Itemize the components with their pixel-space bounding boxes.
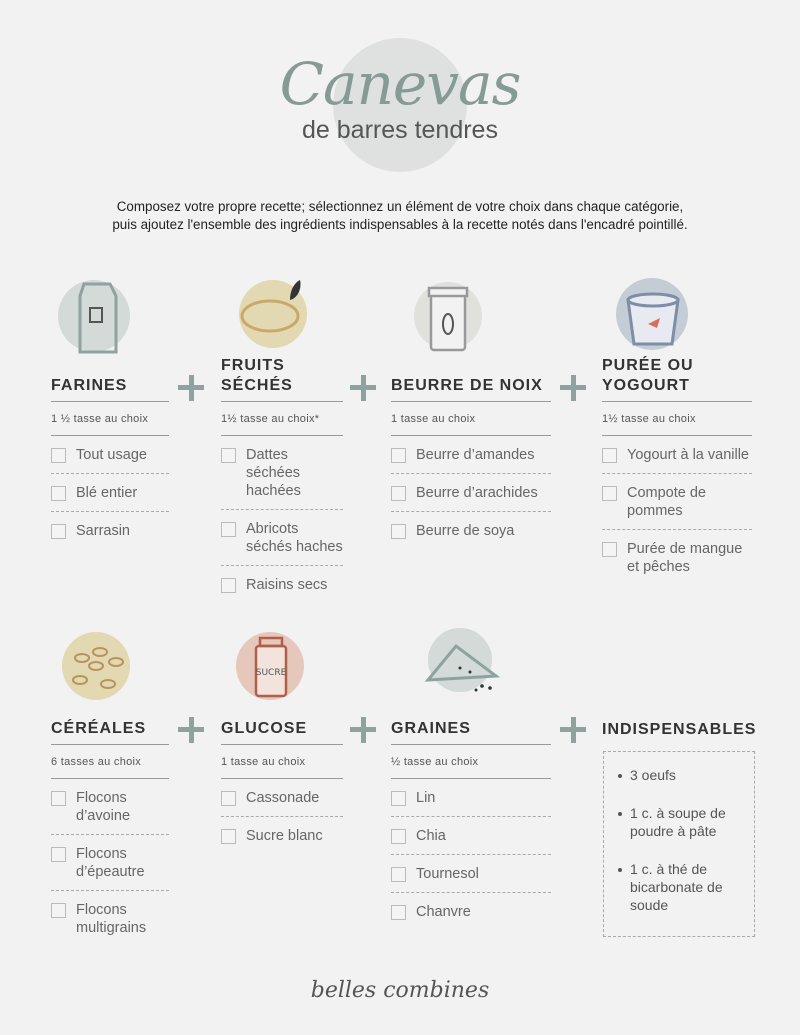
category-header bbox=[221, 695, 343, 745]
category-beurre-de-noix bbox=[391, 352, 551, 549]
category-title: GLUCOSE bbox=[221, 720, 308, 737]
category-title: FRUITS SÉCHÉS bbox=[221, 357, 293, 394]
checkbox[interactable] bbox=[391, 448, 406, 463]
option-item[interactable] bbox=[51, 891, 169, 946]
checkbox[interactable] bbox=[51, 486, 66, 501]
category-puree-ou-yogourt bbox=[602, 352, 752, 585]
option-item[interactable] bbox=[391, 817, 551, 855]
checkbox[interactable] bbox=[602, 448, 617, 463]
option-label: Flocons multigrains bbox=[76, 902, 147, 936]
category-glucose bbox=[221, 695, 343, 854]
option-item[interactable] bbox=[221, 817, 343, 854]
category-quantity: 1 ½ tasse au choix bbox=[51, 402, 169, 436]
category-title: INDISPENSABLES bbox=[602, 721, 757, 738]
category-farines bbox=[51, 352, 169, 549]
checkbox[interactable] bbox=[391, 524, 406, 539]
plus-icon bbox=[560, 717, 586, 743]
category-graines bbox=[391, 695, 551, 930]
option-item[interactable] bbox=[391, 855, 551, 893]
checkbox[interactable] bbox=[391, 791, 406, 806]
category-indispensables bbox=[602, 695, 772, 745]
option-item[interactable] bbox=[602, 436, 752, 474]
option-label: Tournesol bbox=[416, 866, 479, 882]
checkbox[interactable] bbox=[221, 578, 236, 593]
category-header bbox=[221, 352, 343, 402]
lemon-icon bbox=[228, 278, 318, 358]
option-label: Abricots séchés haches bbox=[246, 521, 343, 555]
checkbox[interactable] bbox=[391, 829, 406, 844]
checkbox[interactable] bbox=[51, 524, 66, 539]
category-quantity: 1½ tasse au choix bbox=[602, 402, 752, 436]
intro-text bbox=[60, 198, 740, 234]
category-title: CÉRÉALES bbox=[51, 720, 147, 737]
category-header bbox=[391, 695, 551, 745]
yogurt-cup-icon bbox=[608, 278, 698, 358]
intro-line: Composez votre propre recette; sélectionnez un élément de votre choix dans chaque catégorie, bbox=[116, 199, 684, 214]
required-ingredient: 1 c. à soupe de poudre à pâte bbox=[618, 804, 754, 840]
option-item[interactable] bbox=[391, 512, 551, 549]
option-label: Lin bbox=[416, 790, 436, 806]
checkbox[interactable] bbox=[221, 791, 236, 806]
checkbox[interactable] bbox=[602, 542, 617, 557]
option-item[interactable] bbox=[51, 835, 169, 891]
option-label: Flocons d’épeautre bbox=[76, 846, 145, 880]
plus-icon bbox=[350, 717, 376, 743]
indispensables-box bbox=[603, 751, 755, 937]
option-label: Sucre blanc bbox=[246, 828, 323, 844]
checkbox[interactable] bbox=[391, 905, 406, 920]
option-label: Chanvre bbox=[416, 904, 471, 920]
option-label: Beurre d’arachides bbox=[416, 485, 538, 501]
page-title: Canevas bbox=[279, 50, 521, 118]
category-quantity: ½ tasse au choix bbox=[391, 745, 551, 779]
checkbox[interactable] bbox=[221, 829, 236, 844]
option-label: Sarrasin bbox=[76, 523, 130, 539]
category-header bbox=[51, 695, 169, 745]
option-label: Raisins secs bbox=[246, 577, 328, 593]
option-item[interactable] bbox=[602, 474, 752, 530]
category-quantity: 1½ tasse au choix* bbox=[221, 402, 343, 436]
category-quantity: 6 tasses au choix bbox=[51, 745, 169, 779]
peanut-butter-jar-icon bbox=[403, 278, 493, 358]
intro-line: puis ajoutez l'ensemble des ingrédients indispensables à la recette notés dans l'encadré pointillé. bbox=[112, 217, 688, 232]
category-title: PURÉE OU YOGOURT bbox=[602, 357, 694, 394]
option-label: Dattes séchées hachées bbox=[246, 447, 301, 499]
option-label: Tout usage bbox=[76, 447, 147, 463]
option-item[interactable] bbox=[391, 474, 551, 512]
category-header bbox=[602, 352, 752, 402]
checkbox[interactable] bbox=[221, 448, 236, 463]
category-header bbox=[51, 352, 169, 402]
option-item[interactable] bbox=[51, 512, 169, 549]
option-item[interactable] bbox=[51, 436, 169, 474]
checkbox[interactable] bbox=[221, 522, 236, 537]
checkbox[interactable] bbox=[602, 486, 617, 501]
checkbox[interactable] bbox=[51, 903, 66, 918]
category-quantity: 1 tasse au choix bbox=[391, 402, 551, 436]
category-header bbox=[391, 352, 551, 402]
category-title: FARINES bbox=[51, 377, 128, 394]
option-label: Chia bbox=[416, 828, 446, 844]
checkbox[interactable] bbox=[51, 791, 66, 806]
category-title: BEURRE DE NOIX bbox=[391, 377, 543, 394]
checkbox[interactable] bbox=[391, 867, 406, 882]
category-title: GRAINES bbox=[391, 720, 471, 737]
option-item[interactable] bbox=[221, 436, 343, 510]
required-ingredient: 3 oeufs bbox=[618, 766, 754, 784]
plus-icon bbox=[560, 375, 586, 401]
plus-icon bbox=[178, 375, 204, 401]
option-label: Beurre de soya bbox=[416, 523, 515, 539]
checkbox[interactable] bbox=[51, 847, 66, 862]
option-item[interactable] bbox=[602, 530, 752, 585]
option-label: Compote de pommes bbox=[627, 485, 706, 519]
option-item[interactable] bbox=[51, 474, 169, 512]
option-label: Purée de mangue et pêches bbox=[627, 541, 743, 575]
plus-icon bbox=[178, 717, 204, 743]
option-item[interactable] bbox=[391, 893, 551, 930]
option-item[interactable] bbox=[221, 779, 343, 817]
sugar-jar-label: SUCRE bbox=[255, 668, 287, 678]
flour-bag-icon bbox=[52, 278, 142, 358]
checkbox[interactable] bbox=[51, 448, 66, 463]
option-label: Beurre d’amandes bbox=[416, 447, 535, 463]
option-item[interactable] bbox=[391, 779, 551, 817]
category-quantity: 1 tasse au choix bbox=[221, 745, 343, 779]
option-item[interactable] bbox=[51, 779, 169, 835]
category-cereales bbox=[51, 695, 169, 946]
option-label: Yogourt à la vanille bbox=[627, 447, 749, 463]
option-item[interactable] bbox=[221, 510, 343, 566]
option-item[interactable] bbox=[221, 566, 343, 603]
checkbox[interactable] bbox=[391, 486, 406, 501]
option-label: Flocons d’avoine bbox=[76, 790, 131, 824]
page-subtitle: de barres tendres bbox=[302, 116, 498, 144]
option-item[interactable] bbox=[391, 436, 551, 474]
plus-icon bbox=[350, 375, 376, 401]
category-fruits-seches bbox=[221, 352, 343, 603]
brand-logo: belles combines bbox=[310, 978, 490, 1003]
required-ingredient: 1 c. à thé de bicarbonate de soude bbox=[618, 860, 754, 914]
option-label: Cassonade bbox=[246, 790, 320, 806]
option-label: Blé entier bbox=[76, 485, 138, 501]
